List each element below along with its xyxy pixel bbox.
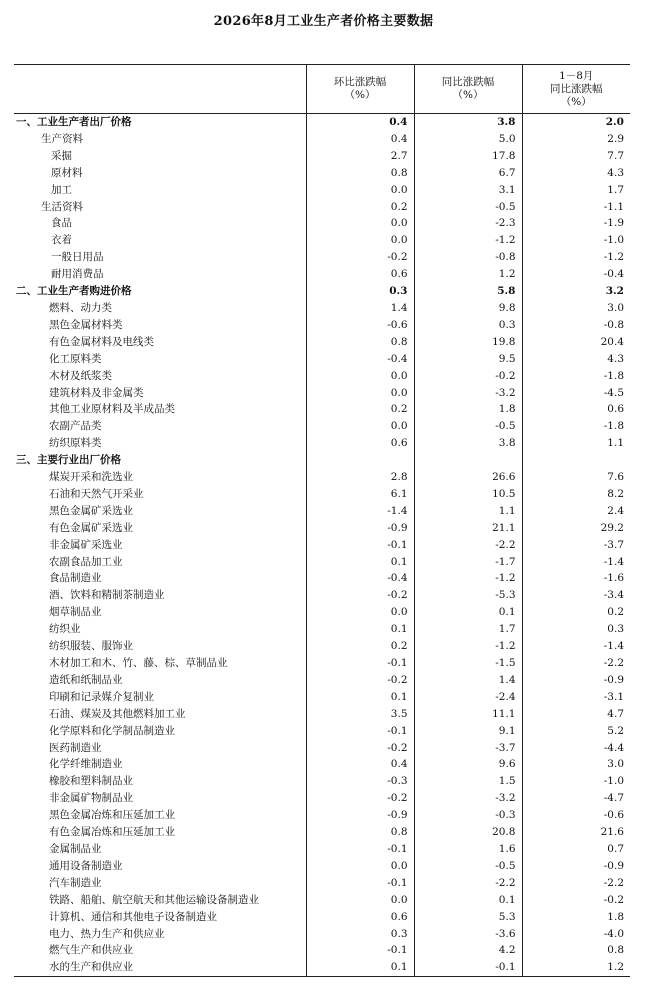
row-label: 非金属矿采选业: [49, 538, 123, 551]
cell-ytd: 7.6: [522, 469, 630, 486]
cell-ytd: 3.0: [522, 300, 630, 317]
table-row: [14, 114, 630, 131]
cell-mom: -0.2: [306, 790, 414, 807]
row-label: 金属制品业: [49, 842, 102, 855]
cell-mom: 2.8: [306, 469, 414, 486]
cell-mom: 0.8: [306, 165, 414, 182]
row-label: 衣着: [51, 234, 72, 247]
cell-ytd: -2.2: [522, 655, 630, 672]
cell-ytd: 0.2: [522, 604, 630, 621]
row-label: 木材加工和木、竹、藤、棕、草制品业: [49, 657, 228, 669]
cell-mom: 0.8: [306, 334, 414, 351]
table-row: [14, 841, 630, 858]
table-row: [14, 959, 630, 976]
table-row: [14, 773, 630, 790]
cell-yoy: -0.5: [414, 858, 522, 875]
cell-ytd: 5.2: [522, 723, 630, 740]
cell-yoy: 5.3: [414, 909, 522, 926]
cell-yoy: 9.5: [414, 351, 522, 368]
cell-mom: -0.1: [306, 723, 414, 740]
row-label: 二、工业生产者购进价格: [16, 285, 132, 298]
table-row: [14, 587, 630, 604]
cell-yoy: 4.2: [414, 942, 522, 959]
cell-yoy: 3.1: [414, 182, 522, 199]
table-row: [14, 926, 630, 943]
cell-ytd: [522, 452, 630, 469]
row-label: 计算机、通信和其他电子设备制造业: [49, 910, 217, 923]
cell-ytd: 0.7: [522, 841, 630, 858]
table-row: [14, 418, 630, 435]
cell-yoy: 21.1: [414, 520, 522, 537]
cell-mom: 2.7: [306, 148, 414, 165]
cell-mom: -0.2: [306, 740, 414, 757]
cell-ytd: -0.8: [522, 317, 630, 334]
cell-ytd: -4.4: [522, 740, 630, 757]
cell-yoy: 9.8: [414, 300, 522, 317]
row-label: 煤炭开采和洗选业: [49, 471, 133, 484]
cell-ytd: -1.0: [522, 773, 630, 790]
row-label: 造纸和纸制品业: [49, 673, 123, 686]
table-row: [14, 621, 630, 638]
row-label: 纺织业: [49, 623, 81, 636]
table-row: [14, 875, 630, 892]
table-row: [14, 232, 630, 249]
cell-mom: -0.2: [306, 249, 414, 266]
row-label: 其他工业原材料及半成品类: [49, 403, 175, 416]
table-row: [14, 283, 630, 300]
table-row: [14, 570, 630, 587]
cell-ytd: -0.4: [522, 266, 630, 283]
cell-yoy: 1.6: [414, 841, 522, 858]
cell-ytd: 8.2: [522, 486, 630, 503]
cell-mom: -0.2: [306, 587, 414, 604]
table-row: [14, 165, 630, 182]
table-row: [14, 300, 630, 317]
cell-ytd: -0.9: [522, 672, 630, 689]
cell-yoy: 26.6: [414, 469, 522, 486]
row-label: 化学原料和化学制品制造业: [49, 724, 175, 737]
table-row: [14, 182, 630, 199]
cell-yoy: -0.2: [414, 368, 522, 385]
cell-ytd: 21.6: [522, 824, 630, 841]
cell-yoy: -5.3: [414, 587, 522, 604]
cell-yoy: 0.1: [414, 604, 522, 621]
table-row: [14, 723, 630, 740]
cell-ytd: -1.0: [522, 232, 630, 249]
row-label: 石油和天然气开采业: [49, 487, 144, 500]
cell-ytd: 2.9: [522, 131, 630, 148]
table-row: [14, 469, 630, 486]
cell-ytd: -1.4: [522, 638, 630, 655]
cell-ytd: -0.9: [522, 858, 630, 875]
row-label: 酒、饮料和精制茶制造业: [49, 589, 165, 602]
cell-yoy: -1.7: [414, 554, 522, 571]
cell-mom: 0.0: [306, 182, 414, 199]
cell-ytd: -3.1: [522, 689, 630, 706]
table-row: [14, 554, 630, 571]
row-label: 黑色金属材料类: [49, 318, 123, 331]
cell-ytd: -4.0: [522, 926, 630, 943]
cell-mom: 0.1: [306, 554, 414, 571]
cell-mom: -0.1: [306, 655, 414, 672]
table-row: [14, 638, 630, 655]
cell-yoy: -1.2: [414, 232, 522, 249]
row-label: 水的生产和供应业: [14, 959, 306, 976]
header-ytd: 1－8月 同比涨跌幅 （%）: [522, 65, 630, 114]
table-row: [14, 672, 630, 689]
cell-ytd: -3.7: [522, 537, 630, 554]
cell-ytd: 0.3: [522, 621, 630, 638]
row-label: 非金属矿物制品业: [49, 792, 133, 805]
cell-yoy: 9.1: [414, 723, 522, 740]
table-row: [14, 503, 630, 520]
row-label: 采掘: [51, 149, 72, 162]
table-row: [14, 537, 630, 554]
cell-yoy: -1.2: [414, 570, 522, 587]
cell-mom: 0.0: [306, 368, 414, 385]
table-row: [14, 351, 630, 368]
cell-ytd: -0.6: [522, 807, 630, 824]
cell-yoy: 0.1: [414, 892, 522, 909]
cell-mom: 0.6: [306, 909, 414, 926]
row-label: 原材料: [51, 166, 83, 179]
cell-mom: 6.1: [306, 486, 414, 503]
table-row: [14, 790, 630, 807]
cell-ytd: -4.7: [522, 790, 630, 807]
cell-mom: 0.6: [306, 266, 414, 283]
cell-mom: -0.2: [306, 672, 414, 689]
cell-mom: 0.0: [306, 418, 414, 435]
cell-mom: 0.3: [306, 926, 414, 943]
cell-yoy: -3.7: [414, 740, 522, 757]
row-label: 化学纤维制造业: [49, 758, 123, 771]
cell-yoy: -0.5: [414, 418, 522, 435]
cell-mom: 0.0: [306, 232, 414, 249]
cell-mom: [306, 452, 414, 469]
table-header-row: [14, 65, 630, 114]
cell-yoy: 1.1: [414, 503, 522, 520]
cell-mom: 0.2: [306, 638, 414, 655]
cell-yoy: 5.0: [414, 131, 522, 148]
row-label: 燃气生产和供应业: [49, 944, 133, 957]
cell-ytd: 4.7: [522, 706, 630, 723]
table-row: [14, 706, 630, 723]
cell-ytd: -1.2: [522, 249, 630, 266]
cell-ytd: -1.8: [522, 418, 630, 435]
row-label: 纺织服装、服饰业: [49, 640, 133, 653]
row-label: 电力、热力生产和供应业: [49, 927, 165, 940]
table-row: [14, 740, 630, 757]
cell-ytd: -1.1: [522, 199, 630, 216]
row-label: 生产资料: [41, 132, 83, 145]
cell-yoy: 17.8: [414, 148, 522, 165]
row-label: 一般日用品: [51, 251, 104, 264]
cell-yoy: -0.5: [414, 199, 522, 216]
cell-yoy: 9.6: [414, 756, 522, 773]
cell-mom: -0.3: [306, 773, 414, 790]
cell-yoy: 10.5: [414, 486, 522, 503]
header-mom: 环比涨跌幅 （%）: [306, 65, 414, 114]
table-row: [14, 604, 630, 621]
cell-yoy: 1.4: [414, 672, 522, 689]
price-data-table: [14, 64, 630, 977]
cell-ytd: 1.8: [522, 909, 630, 926]
table-row: [14, 199, 630, 216]
row-label: 黑色金属矿采选业: [49, 504, 133, 517]
table-row: [14, 824, 630, 841]
header-yoy: 同比涨跌幅 （%）: [414, 65, 522, 114]
table-row: [14, 452, 630, 469]
cell-ytd: 20.4: [522, 334, 630, 351]
cell-yoy: 3.8: [414, 435, 522, 452]
header-item-blank: [14, 65, 306, 114]
cell-mom: 0.4: [306, 114, 414, 131]
cell-mom: 0.0: [306, 385, 414, 402]
row-label: 汽车制造业: [49, 876, 102, 889]
cell-ytd: 0.6: [522, 401, 630, 418]
cell-yoy: -3.2: [414, 385, 522, 402]
table-row: [14, 486, 630, 503]
table-row: [14, 520, 630, 537]
cell-yoy: -3.2: [414, 790, 522, 807]
cell-mom: 0.0: [306, 215, 414, 232]
row-label: 烟草制品业: [49, 606, 102, 619]
cell-mom: -0.4: [306, 351, 414, 368]
table-row: [14, 892, 630, 909]
row-label: 一、工业生产者出厂价格: [16, 116, 132, 128]
cell-ytd: 3.2: [522, 283, 630, 300]
cell-mom: 0.4: [306, 131, 414, 148]
cell-ytd: -4.5: [522, 385, 630, 402]
cell-yoy: -0.1: [414, 959, 522, 976]
row-label: 加工: [51, 183, 72, 196]
cell-ytd: 7.7: [522, 148, 630, 165]
cell-mom: 0.1: [306, 621, 414, 638]
cell-yoy: 1.8: [414, 401, 522, 418]
cell-yoy: 1.7: [414, 621, 522, 638]
row-label: 黑色金属冶炼和压延加工业: [49, 809, 175, 822]
row-label: 橡胶和塑料制品业: [49, 775, 133, 788]
cell-yoy: 5.8: [414, 283, 522, 300]
cell-mom: 0.2: [306, 401, 414, 418]
row-label: 医药制造业: [49, 741, 102, 754]
cell-mom: -0.1: [306, 537, 414, 554]
cell-yoy: 11.1: [414, 706, 522, 723]
row-label: 耐用消费品: [51, 268, 104, 281]
cell-mom: 0.0: [306, 604, 414, 621]
cell-ytd: -3.4: [522, 587, 630, 604]
table-row: [14, 249, 630, 266]
cell-mom: 3.5: [306, 706, 414, 723]
cell-ytd: 1.1: [522, 435, 630, 452]
cell-ytd: 2.4: [522, 503, 630, 520]
cell-yoy: [414, 452, 522, 469]
cell-mom: -0.9: [306, 807, 414, 824]
row-label: 有色金属冶炼和压延加工业: [49, 826, 175, 839]
cell-mom: 0.0: [306, 892, 414, 909]
cell-yoy: 3.8: [414, 114, 522, 131]
cell-mom: 0.4: [306, 756, 414, 773]
row-label: 建筑材料及非金属类: [49, 386, 144, 399]
table-row: [14, 756, 630, 773]
table-row: [14, 148, 630, 165]
cell-yoy: -1.5: [414, 655, 522, 672]
cell-yoy: -2.2: [414, 875, 522, 892]
table-row: [14, 689, 630, 706]
table-row: [14, 266, 630, 283]
table-row: [14, 131, 630, 148]
cell-mom: 0.6: [306, 435, 414, 452]
cell-yoy: 1.5: [414, 773, 522, 790]
row-label: 木材及纸浆类: [49, 369, 112, 382]
cell-yoy: -3.6: [414, 926, 522, 943]
cell-yoy: -1.2: [414, 638, 522, 655]
cell-yoy: -2.4: [414, 689, 522, 706]
cell-ytd: 0.8: [522, 942, 630, 959]
cell-yoy: 19.8: [414, 334, 522, 351]
row-label: 印刷和记录媒介复制业: [49, 690, 154, 703]
table-row: [14, 858, 630, 875]
cell-mom: 1.4: [306, 300, 414, 317]
page-title: 2026年8月工业生产者价格主要数据: [213, 14, 434, 29]
row-label: 石油、煤炭及其他燃料加工业: [49, 707, 186, 720]
table-row: [14, 807, 630, 824]
cell-ytd: 2.0: [522, 114, 630, 131]
row-label: 纺织原料类: [49, 437, 102, 450]
cell-ytd: 29.2: [522, 520, 630, 537]
cell-ytd: -1.8: [522, 368, 630, 385]
table-row: [14, 655, 630, 672]
cell-ytd: 1.2: [522, 959, 630, 976]
row-label: 三、主要行业出厂价格: [16, 454, 121, 467]
table-row: [14, 385, 630, 402]
row-label: 通用设备制造业: [49, 859, 123, 872]
cell-mom: 0.1: [306, 959, 414, 976]
table-row: [14, 942, 630, 959]
row-label: 生活资料: [41, 200, 83, 213]
cell-ytd: -1.6: [522, 570, 630, 587]
row-label: 农副产品类: [49, 420, 102, 433]
table-row: [14, 909, 630, 926]
cell-mom: 0.3: [306, 283, 414, 300]
cell-mom: -1.4: [306, 503, 414, 520]
cell-ytd: -1.4: [522, 554, 630, 571]
table-row: [14, 215, 630, 232]
cell-mom: -0.1: [306, 841, 414, 858]
cell-mom: -0.9: [306, 520, 414, 537]
cell-mom: 0.1: [306, 689, 414, 706]
cell-ytd: -2.2: [522, 875, 630, 892]
row-label: 铁路、船舶、航空航天和其他运输设备制造业: [49, 893, 259, 906]
cell-yoy: -0.3: [414, 807, 522, 824]
row-label: 燃料、动力类: [49, 301, 112, 314]
cell-mom: -0.4: [306, 570, 414, 587]
cell-yoy: -0.8: [414, 249, 522, 266]
table-row: [14, 334, 630, 351]
cell-ytd: -0.2: [522, 892, 630, 909]
table-row: [14, 435, 630, 452]
cell-mom: 0.0: [306, 858, 414, 875]
cell-ytd: -1.9: [522, 215, 630, 232]
cell-mom: -0.1: [306, 875, 414, 892]
cell-ytd: 4.3: [522, 351, 630, 368]
row-label: 化工原料类: [49, 352, 102, 365]
cell-ytd: 1.7: [522, 182, 630, 199]
row-label: 食品: [51, 217, 72, 230]
cell-ytd: 3.0: [522, 756, 630, 773]
table-row: [14, 368, 630, 385]
cell-mom: -0.6: [306, 317, 414, 334]
cell-yoy: -2.3: [414, 215, 522, 232]
cell-mom: 0.8: [306, 824, 414, 841]
cell-mom: -0.1: [306, 942, 414, 959]
row-label: 农副食品加工业: [49, 555, 123, 568]
table-row: [14, 317, 630, 334]
row-label: 有色金属材料及电线类: [49, 335, 154, 348]
table-body: [14, 114, 630, 977]
cell-mom: 0.2: [306, 199, 414, 216]
table-row: [14, 401, 630, 418]
cell-ytd: 4.3: [522, 165, 630, 182]
cell-yoy: 20.8: [414, 824, 522, 841]
cell-yoy: 6.7: [414, 165, 522, 182]
cell-yoy: -2.2: [414, 537, 522, 554]
row-label: 有色金属矿采选业: [49, 521, 133, 534]
row-label: 食品制造业: [49, 572, 102, 585]
cell-yoy: 1.2: [414, 266, 522, 283]
cell-yoy: 0.3: [414, 317, 522, 334]
